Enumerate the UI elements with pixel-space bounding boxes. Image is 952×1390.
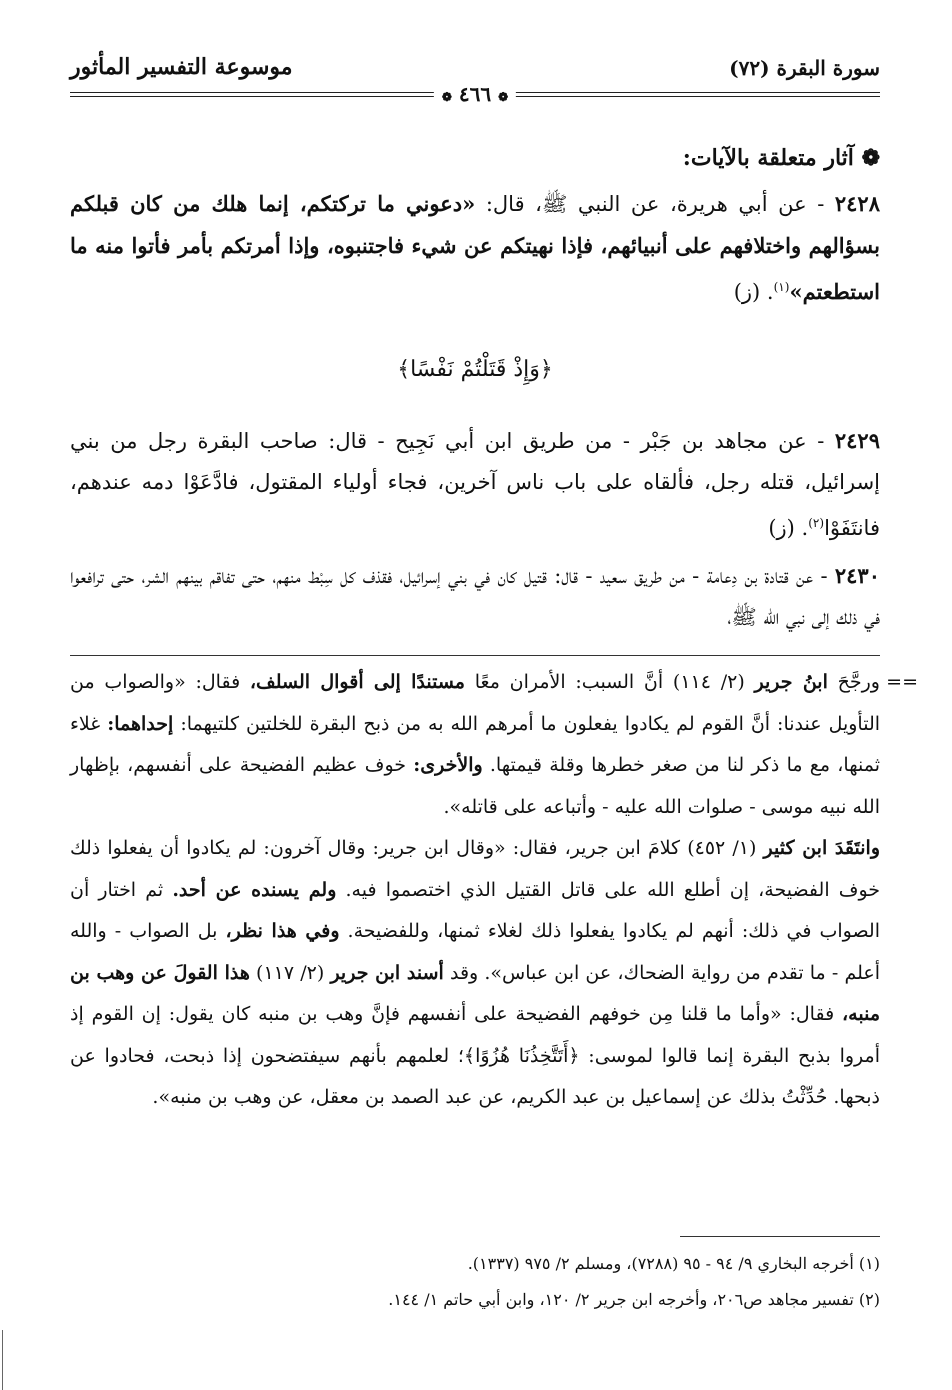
page-header xyxy=(70,50,880,110)
footnote-ref[interactable]: (٢) xyxy=(808,516,825,530)
scan-edge-mark xyxy=(2,1330,7,1390)
entry-tail: . (ز) xyxy=(768,516,809,540)
footnotes xyxy=(70,1246,880,1318)
footnote-1: (١) أخرجه البخاري ٩/ ٩٤ - ٩٥ (٧٢٨٨)، ومسلم ٢/ ٩٧٥ (١٣٣٧). xyxy=(467,1254,880,1273)
quran-verse: ﴿وَإِذْ قَتَلْتُمْ نَفْسًا﴾ xyxy=(397,357,553,382)
book-title: موسوعة التفسير المأثور xyxy=(70,54,293,80)
entry-number: ٢٤٢٨ xyxy=(834,191,880,216)
flower-bullet-icon: ❁ xyxy=(861,145,880,171)
section-heading: ❁ آثار متعلقة بالآيات: xyxy=(682,145,880,171)
main-text xyxy=(70,138,880,644)
footnote-2: (٢) تفسير مجاهد ص٢٠٦، وأخرجه ابن جرير ٢/ ١٢٠، وابن أبي حاتم ١/ ١٤٤. xyxy=(388,1290,880,1309)
footnote-separator xyxy=(680,1236,880,1237)
continuation-mark: == xyxy=(886,671,918,693)
page-number: ٤٦٦ xyxy=(458,82,492,106)
commentary-notes xyxy=(70,662,918,1119)
entry-intro: - عن أبي هريرة، عن النبي ﷺ، قال: xyxy=(485,192,825,216)
entry-2428 xyxy=(70,183,880,313)
entry-text: - عن مجاهد بن جَبْر - من طريق ابن أبي نَجِيح - قال: صاحب البقرة رجل من بني إسرائيل، قتله رجل، فألقاه على باب ناس آخرين، فجاء أولياء المقتول، فادَّعَوْا دمه عندهم، فانتَفَوْا xyxy=(70,429,880,540)
notes-separator xyxy=(70,655,880,656)
page-number-box xyxy=(434,82,516,106)
entry-2430 xyxy=(70,555,880,638)
hadith-text: «دعوني ما تركتكم، إنما هلك من كان قبلكم بسؤالهم واختلافهم على أنبيائهم، فإذا نهيتكم عن شيء فاجتنبوه، وإذا أمرتكم بأمر فأتوا منه ما استطعتم» xyxy=(70,191,880,304)
note-paragraph-2: وانتَقَدَ ابن كثير (١/ ٤٥٢) كلامَ ابن جرير، فقال: «وقال ابن جرير: وقال آخرون: لم يكادوا أن يفعلوا ذلك خوف الفضيحة، إن أطلع الله على قاتل القتيل الذي اختصموا فيه. ولم يسنده عن أحد. ثم اختار أن الصواب في ذلك: أنهم لم يكادوا يفعلوا ذلك لغلاء ثمنها، وللفضيحة. وفي هذا نظر، بل الصواب - والله أعلم - ما تقدم من رواية الضحاك، عن ابن عباس». وقد أسند ابن جرير (٢/ ١١٧) هذا القولَ عن وهب بن منبه، فقال: «وأما ما قلنا مِن خوفهم الفضيحة على أنفسهم فإنَّ وهب بن منبه كان يقول: إن القوم إذ أمروا بذبح البقرة إنما قالوا لموسى: ﴿أَتَتَّخِذُنَا هُزُوًا﴾؛ لعلمهم بأنهم سيفتضحون إذا ذبحت، فحادوا عن ذبحها. حُدِّثْتُ بذلك عن إسماعيل بن عبد الكريم، عن عبد الصمد بن معقل، عن وهب بن منبه». xyxy=(70,837,880,1108)
footnote-ref[interactable]: (١) xyxy=(773,280,790,294)
ornament-icon: ❁ xyxy=(498,90,509,104)
entry-number: ٢٤٢٩ xyxy=(834,428,880,453)
entry-2429 xyxy=(70,420,880,549)
entry-tail: . (ز) xyxy=(733,280,774,304)
entry-number: ٢٤٣٠ xyxy=(834,563,880,588)
entry-text: - عن قتادة بن دِعامة - من طريق سعيد - قال: قتيل كان في بني إسرائيل، فقذف كل سِبْط منهم، حتى تفاقم بينهم الشر، حتى ترافعوا في ذلك إلى نبي الله ﷺ، xyxy=(70,564,880,629)
note-paragraph-1: ورجَّحَ ابنُ جرير (٢/ ١١٤) أنَّ السبب: الأمران معًا مستندًا إلى أقوال السلف، فقال: «والصواب من التأويل عندنا: أنَّ القوم لم يكادوا يفعلون ما أمرهم الله به من ذبح البقرة للخلتين كلتيهما: إحداهما: غلاء ثمنها، مع ما ذكر لنا من صغر خطرها وقلة قيمتها. والأخرى: خوف عظيم الفضيحة على أنفسهم، بإظهار الله نبيه موسى - صلوات الله عليه - وأتباعه على قاتله». xyxy=(70,671,881,818)
surah-title: سورة البقرة (٧٢) xyxy=(729,56,880,80)
ornament-icon: ❁ xyxy=(441,90,452,104)
